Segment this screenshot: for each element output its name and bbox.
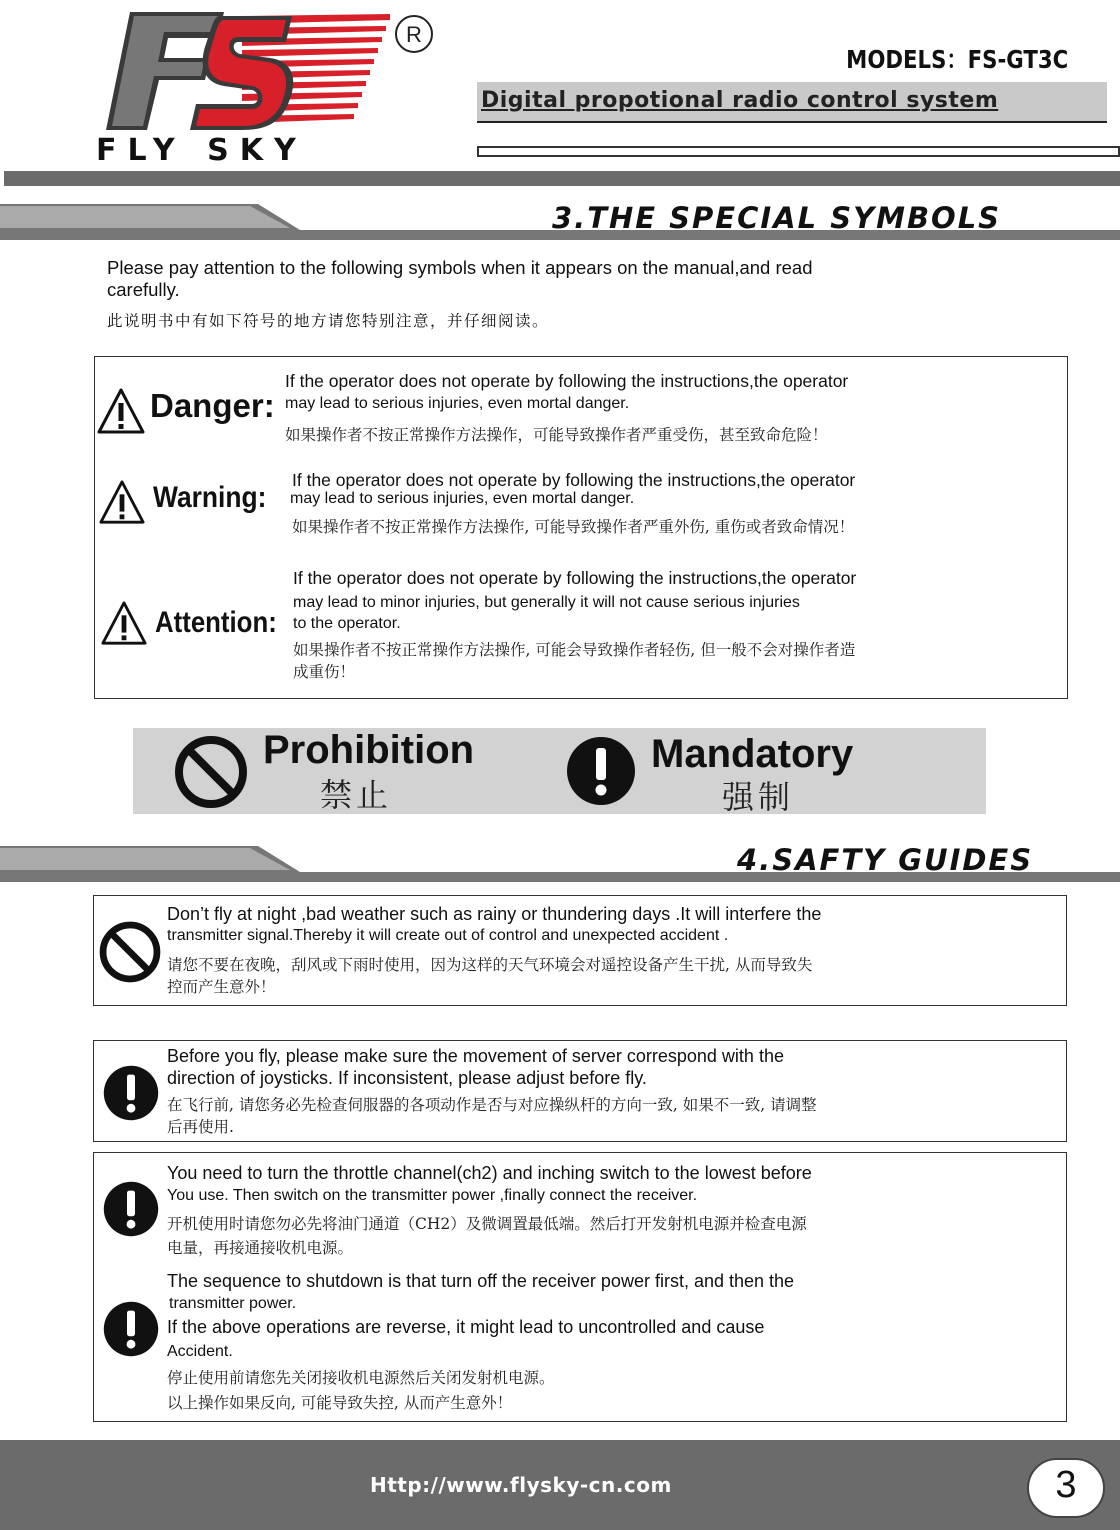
footer-website-url: Http://www.flysky-cn.com xyxy=(370,1473,672,1497)
guide3-text-en-1: You need to turn the throttle channel(ch2) and inching switch to the lowest before xyxy=(167,1163,812,1183)
symbols-box xyxy=(94,356,1068,699)
guide1-text-cn-2: 控而产生意外！ xyxy=(167,978,276,996)
prohibition-label-cn: 禁止 xyxy=(320,776,393,814)
danger-label: Danger: xyxy=(150,387,275,424)
subtitle-underline xyxy=(477,121,1107,123)
attention-text-en-1: If the operator does not operate by following the instructions,the operator xyxy=(293,568,857,588)
warning-triangle-icon xyxy=(96,387,146,435)
guide4-text-cn-1: 停止使用前请您先关闭接收机电源然后关闭发射机电源。 xyxy=(167,1369,555,1387)
guide2-text-cn-2: 后再使用. xyxy=(167,1118,234,1136)
guide2-text-en-2: direction of joysticks. If inconsistent, please adjust before fly. xyxy=(167,1068,647,1088)
guide4-text-en-4: Accident. xyxy=(167,1343,233,1360)
warning-triangle-icon xyxy=(100,600,148,646)
guide2-text-en-1: Before you fly, please make sure the movement of server correspond with the xyxy=(167,1046,784,1066)
guide4-text-cn-2: 以上操作如果反向, 可能导致失控, 从而产生意外！ xyxy=(167,1394,513,1412)
guide3-text-cn-1: 开机使用时请您勿必先将油门通道（CH2）及微调置最低端。然后打开发射机电源并检查电源 xyxy=(167,1215,807,1233)
danger-text-en-2: may lead to serious injuries, even mortal danger. xyxy=(285,395,630,412)
header-divider-bar xyxy=(4,171,1120,186)
attention-text-cn-1: 如果操作者不按正常操作方法操作, 可能会导致操作者轻伤, 但一般不会对操作者造 xyxy=(293,641,856,659)
attention-text-en-2: may lead to minor injuries, but generally it will not cause serious injuries xyxy=(293,594,800,611)
mandatory-label-cn: 强制 xyxy=(722,778,795,816)
guide4-text-en-2: transmitter power. xyxy=(169,1295,297,1312)
warning-text-cn: 如果操作者不按正常操作方法操作, 可能导致操作者严重外伤, 重伤或者致命情况！ xyxy=(292,518,855,536)
warning-triangle-icon xyxy=(98,479,146,525)
danger-text-en-1: If the operator does not operate by following the instructions,the operator xyxy=(285,371,849,391)
section-4-title: 4.SAFTY GUIDES xyxy=(737,843,1034,877)
attention-label: Attention: xyxy=(155,606,277,639)
guide4-text-en-1: The sequence to shutdown is that turn off the receiver power first, and then the xyxy=(167,1271,795,1291)
guide2-text-cn-1: 在飞行前, 请您务必先检查伺服器的各项动作是否与对应操纵杆的方向一致, 如果不一致, 请调整 xyxy=(167,1096,817,1114)
intro-chinese: 此说明书中有如下符号的地方请您特别注意，并仔细阅读。 xyxy=(107,312,550,330)
safety-guide-night-weather xyxy=(93,895,1067,1006)
header-thin-bar xyxy=(477,146,1120,157)
guide3-text-cn-2: 电量，再接通接收机电源。 xyxy=(167,1239,354,1257)
prohibition-icon xyxy=(173,734,249,810)
safety-guide-startup-shutdown xyxy=(93,1152,1067,1422)
warning-text-en-2: may lead to serious injuries, even mortal danger. xyxy=(290,490,635,507)
guide1-text-en-2: transmitter signal.Thereby it will create out of control and unexpected accident . xyxy=(167,927,729,944)
intro-english-line-1: Please pay attention to the following symbols when it appears on the manual,and read xyxy=(107,257,813,278)
logo-wordmark: FLY SKY xyxy=(96,133,307,168)
attention-text-cn-2: 成重伤！ xyxy=(293,663,356,681)
intro-english-line-2: carefully. xyxy=(107,279,180,300)
guide1-text-en-1: Don’t fly at night ,bad weather such as rainy or thundering days .It will interfere the xyxy=(167,904,822,924)
section-3-title: 3.THE SPECIAL SYMBOLS xyxy=(552,201,1002,235)
prohibition-icon xyxy=(98,920,162,984)
guide1-text-cn-1: 请您不要在夜晚，刮风或下雨时使用，因为这样的天气环境会对遥控设备产生干扰, 从而导致失 xyxy=(167,956,813,974)
model-number: MODELS：FS-GT3C xyxy=(845,45,1068,74)
danger-text-cn: 如果操作者不按正常操作方法操作，可能导致操作者严重受伤，甚至致命危险！ xyxy=(285,426,828,444)
mandatory-icon xyxy=(103,1065,159,1121)
mandatory-icon xyxy=(566,736,636,806)
prohibition-label-en: Prohibition xyxy=(263,728,475,772)
safety-guide-servo-check xyxy=(93,1040,1067,1142)
attention-text-en-3: to the operator. xyxy=(293,615,401,632)
page-number: 3 xyxy=(1055,1464,1077,1506)
warning-label: Warning: xyxy=(153,481,267,514)
mandatory-icon xyxy=(103,1181,159,1237)
prohibition-mandatory-band xyxy=(133,728,986,814)
mandatory-icon xyxy=(103,1301,159,1357)
guide4-text-en-3: If the above operations are reverse, it might lead to uncontrolled and cause xyxy=(167,1317,765,1337)
guide3-text-en-2: You use. Then switch on the transmitter power ,finally connect the receiver. xyxy=(167,1187,698,1204)
mandatory-label-en: Mandatory xyxy=(651,732,854,776)
subtitle: Digital propotional radio control system xyxy=(481,88,999,113)
warning-text-en-1: If the operator does not operate by following the instructions,the operator xyxy=(292,470,856,490)
registered-mark-letter: R xyxy=(406,22,422,47)
